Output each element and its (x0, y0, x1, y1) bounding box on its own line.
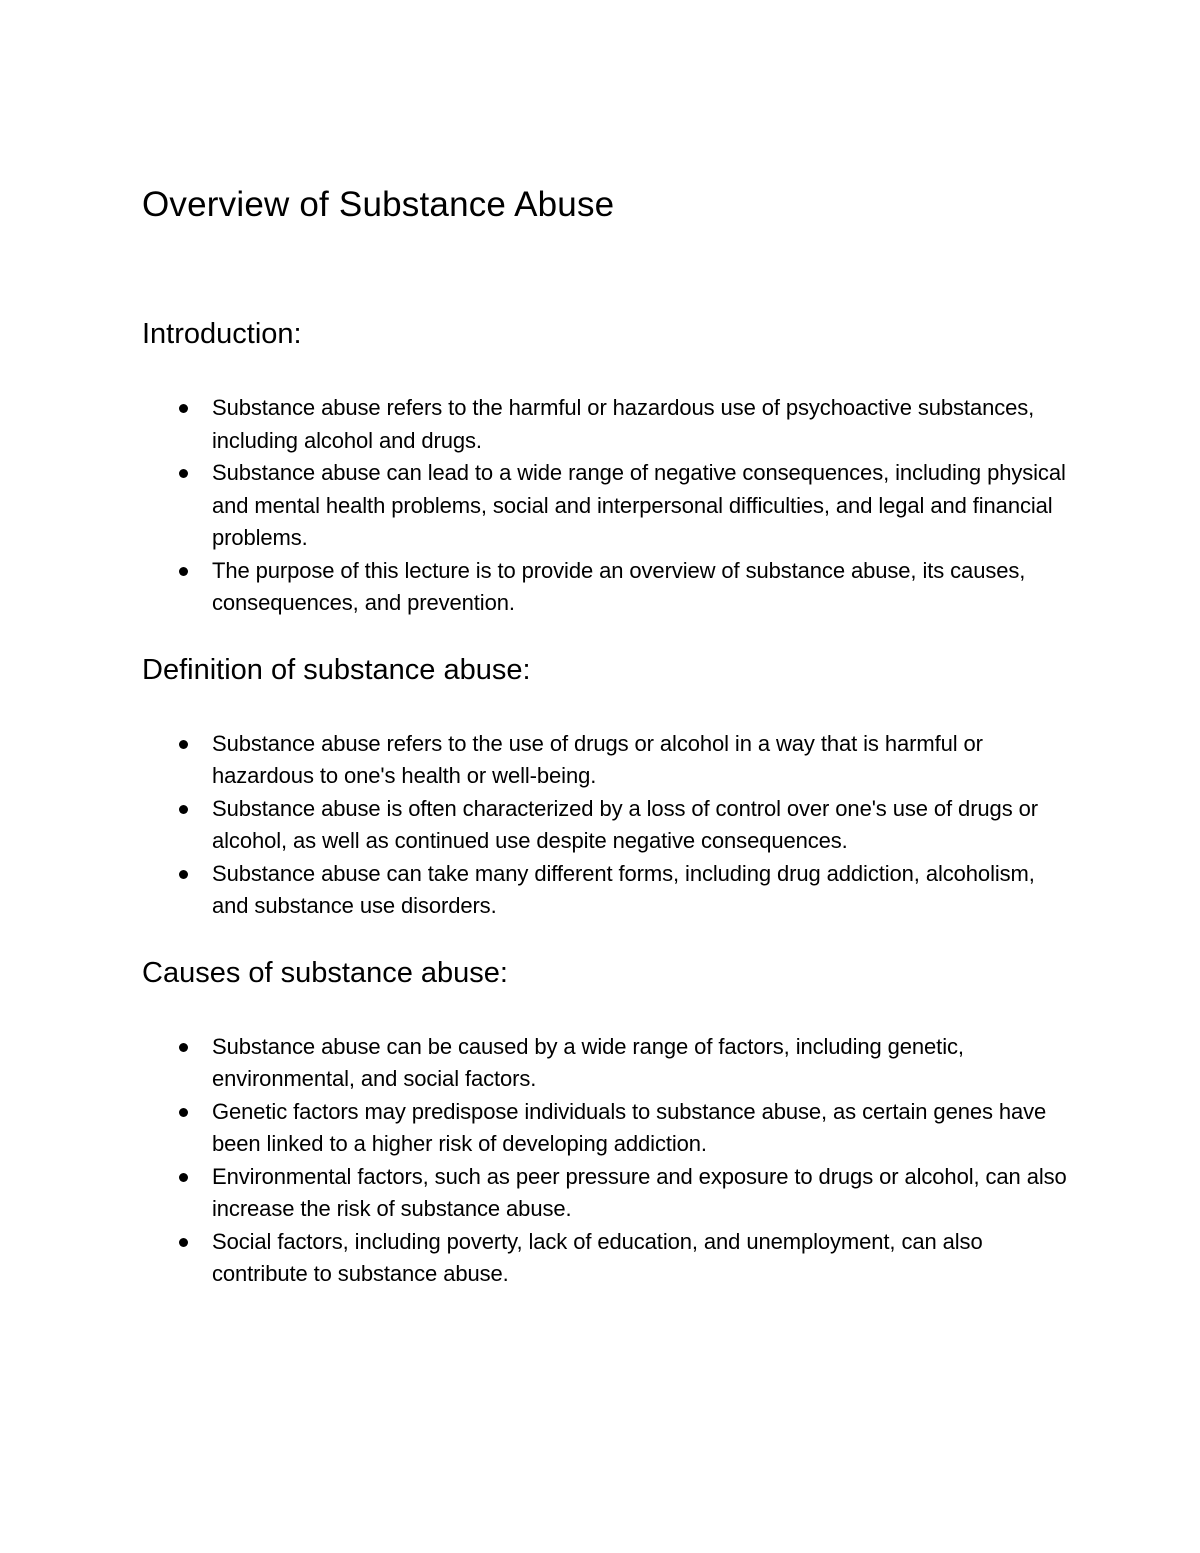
list-item (142, 457, 1072, 555)
list-item (142, 728, 1072, 793)
section-heading-causes: Causes of substance abuse: (142, 956, 508, 989)
list-item (142, 555, 1072, 620)
list-item (142, 1226, 1072, 1291)
list-item (142, 1096, 1072, 1161)
list-item (142, 392, 1072, 457)
list-item-text: Substance abuse refers to the harmful or hazardous use of psychoactive substances, including alcohol and drugs. (212, 395, 1035, 453)
bullet-icon (179, 740, 188, 749)
causes-list (142, 1031, 1072, 1291)
list-item (142, 1161, 1072, 1226)
list-item-text: The purpose of this lecture is to provide an overview of substance abuse, its causes, consequences, and prevention. (212, 557, 1026, 615)
list-item-text: Environmental factors, such as peer pressure and exposure to drugs or alcohol, can also increase the risk of substance abuse. (212, 1163, 1067, 1221)
list-item (142, 793, 1072, 858)
list-item-text: Substance abuse can lead to a wide range of negative consequences, including physical and mental health problems, social and interpersonal difficulties, and legal and financial problems. (212, 460, 1066, 550)
list-item-text: Substance abuse refers to the use of drugs or alcohol in a way that is harmful or hazardous to one's health or well-being. (212, 730, 983, 788)
section-heading-introduction: Introduction: (142, 318, 302, 350)
list-item (142, 1031, 1072, 1096)
bullet-icon (179, 1173, 188, 1182)
document-title: Overview of Substance Abuse (142, 185, 615, 224)
introduction-list (142, 392, 1072, 620)
list-item-text: Social factors, including poverty, lack of education, and unemployment, can also contribute to substance abuse. (212, 1228, 983, 1286)
bullet-icon (179, 1108, 188, 1117)
list-item-text: Substance abuse can take many different forms, including drug addiction, alcoholism, and substance use disorders. (212, 860, 1035, 918)
bullet-icon (179, 469, 188, 478)
bullet-icon (179, 1238, 188, 1247)
section-heading-definition: Definition of substance abuse: (142, 653, 531, 686)
bullet-icon (179, 870, 188, 879)
list-item-text: Genetic factors may predispose individuals to substance abuse, as certain genes have been linked to a higher risk of developing addiction. (212, 1098, 1047, 1156)
list-item-text: Substance abuse can be caused by a wide range of factors, including genetic, environmental, and social factors. (212, 1033, 964, 1091)
bullet-icon (179, 404, 188, 413)
list-item (142, 858, 1072, 923)
bullet-icon (179, 805, 188, 814)
bullet-icon (179, 1043, 188, 1052)
document-content (142, 178, 1072, 1291)
bullet-icon (179, 567, 188, 576)
list-item-text: Substance abuse is often characterized by a loss of control over one's use of drugs or alcohol, as well as continued use despite negative consequences. (212, 795, 1038, 853)
definition-list (142, 728, 1072, 923)
